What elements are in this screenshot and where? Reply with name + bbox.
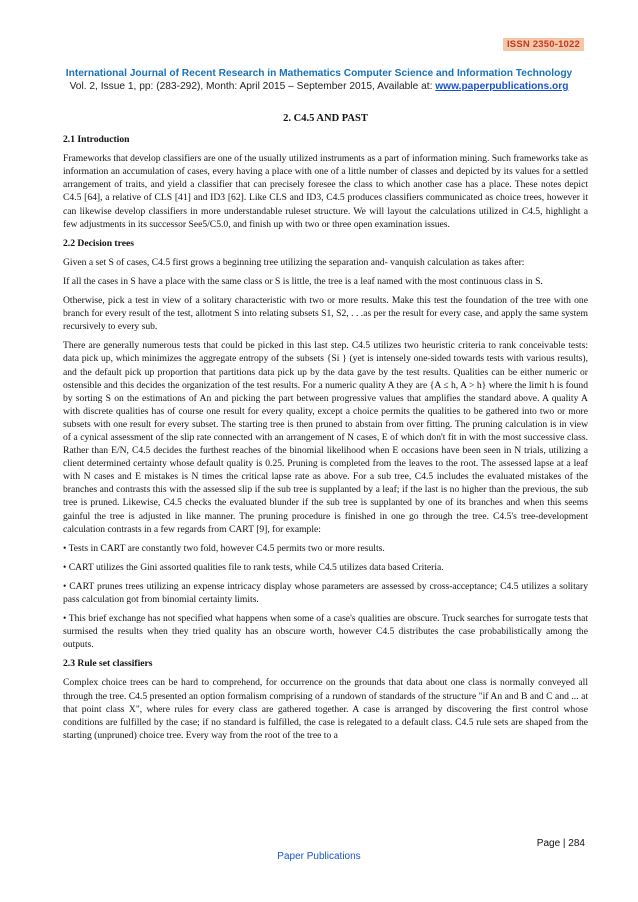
- publisher-footer: Paper Publications: [277, 851, 361, 862]
- paragraph: Frameworks that develop classifiers are one of the usually utilized instruments as a part of information mining. Such frameworks take as information an accumulation of cases, every having a place with one of a little number of classes and depicted by its values for a settled arrangement of traits, and yield a classifier that can precisely foresee the class to which another case has a place. These notes depict C4.5 [64], a relative of CLS [41] and ID3 [62]. Like CLS and ID3, C4.5 produces classifiers communicated as choice trees, however it can likewise develop classifiers in more understandable ruleset structure. We will layout the calculations utilized in C4.5, highlight a few adjustments in its successor See5/C5.0, and finish up with two or three open examination issues.: [63, 153, 588, 230]
- page-number: Page | 284: [536, 838, 585, 849]
- journal-volume-line: [30, 80, 608, 93]
- journal-url-link[interactable]: www.paperpublications.org: [435, 81, 569, 92]
- article-body: [63, 112, 588, 748]
- subsection-heading-decision-trees: 2.2 Decision trees: [63, 237, 134, 249]
- journal-name: International Journal of Recent Research in Mathematics Computer Science and Information Technology: [65, 68, 573, 79]
- volume-info: Vol. 2, Issue 1, pp: (283-292), Month: April 2015 – September 2015, Available at:: [69, 81, 436, 92]
- bullet-item: • This brief exchange has not specified what happens when some of a case's qualities are obscure. Truck searches for surrogate tests that surmised the results when they tried quality has an obscure worth, however C4.5 distributes the case probabilistically among the outputs.: [63, 613, 588, 651]
- paragraph: Given a set S of cases, C4.5 first grows a beginning tree utilizing the separation and- vanquish calculation as takes after:: [63, 256, 525, 268]
- bullet-item: • CART utilizes the Gini assorted qualities file to rank tests, while C4.5 utilizes data based Criteria.: [63, 561, 444, 573]
- subsection-heading-rule-set-classifiers: 2.3 Rule set classifiers: [63, 658, 153, 670]
- bullet-item: • CART prunes trees utilizing an expense intricacy display whose parameters are assessed by cross-acceptance; C4.5 utilizes a solitary pass calculation got from binomial certainty limits.: [63, 580, 588, 605]
- journal-header: [30, 67, 608, 93]
- paragraph: Complex choice trees can be hard to comprehend, for occurrence on the grounds that data about one class is normally conveyed all through the tree. C4.5 presented an option formalism comprising of a rundown of standards of the structure "if An and B and C and ... at that point class X", where rules for every class are gathered together. A case is arranged by discovering the first control whose conditions are fulfilled by the case; if no standard is fulfilled, the case is relegated to a default class. C4.5 rule sets are shaped from the starting (unpruned) choice tree. Every way from the root of the tree to a: [63, 677, 588, 741]
- paragraph: If all the cases in S have a place with the same class or S is little, the tree is a leaf named with the most continuous class in S.: [63, 275, 543, 287]
- subsection-heading-introduction: 2.1 Introduction: [63, 134, 130, 146]
- issn-badge: ISSN 2350-1022: [503, 38, 584, 51]
- bullet-item: • Tests in CART are constantly two fold, however C4.5 permits two or more results.: [63, 542, 385, 554]
- paragraph: Otherwise, pick a test in view of a solitary characteristic with two or more results. Make this test the foundation of the tree with one branch for every result of the test, allotment S into relating subsets S1, S2, . . .as per the result for every case, and apply the same system recursively to every sub.: [63, 295, 588, 333]
- paragraph: There are generally numerous tests that could be picked in this last step. C4.5 utilizes two heuristic criteria to rank conceivable tests: data pick up, which minimizes the aggregate entropy of the subsets {Si } (yet is intensely one-sided towards tests with various results), and the default pick up proportion that partitions data pick up by the data gave by the test results. Qualities can be either numeric or ostensible and this decides the organization of the test results. For a numeric quality A they are {A ≤ h, A > h} where the limit h is found by sorting S on the estimations of An and picking the part between progressive values that amplifies the standard above. A quality A with discrete qualities has of course one result for every quality, except a choice permits the qualities to be gathered into two or more subsets with one result for every subset. The starting tree is then pruned to abstain from over fitting. The pruning calculation is in view of a cynical assessment of the slip rate connected with an arrangement of N cases, E of which don't fit in with the most successive class. Rather than E/N, C4.5 decides the furthest reaches of the binomial likelihood when E occasions have been seen in N trials, utilizing a client determined certainty whose default quality is 0.25. Pruning is completed from the leaves to the root. The assessed lapse at a leaf with N cases and E mistakes is N times the critical lapse rate as above. For a sub tree, C4.5 includes the evaluated mistakes of the branches and contrasts this with the assessed slip if the sub tree is supplanted by a leaf; if the last is no higher than the previous, the sub tree is pruned. Likewise, C4.5 checks the evaluated blunder if the sub tree is supplanted by one of its branches and when this seems gainful the tree is adjusted in like manner. The pruning procedure is finished in one go through the tree. C4.5's tree-development calculation contrasts in a few regards from CART [9], for example:: [63, 340, 588, 535]
- section-title: 2. C4.5 AND PAST: [283, 113, 368, 124]
